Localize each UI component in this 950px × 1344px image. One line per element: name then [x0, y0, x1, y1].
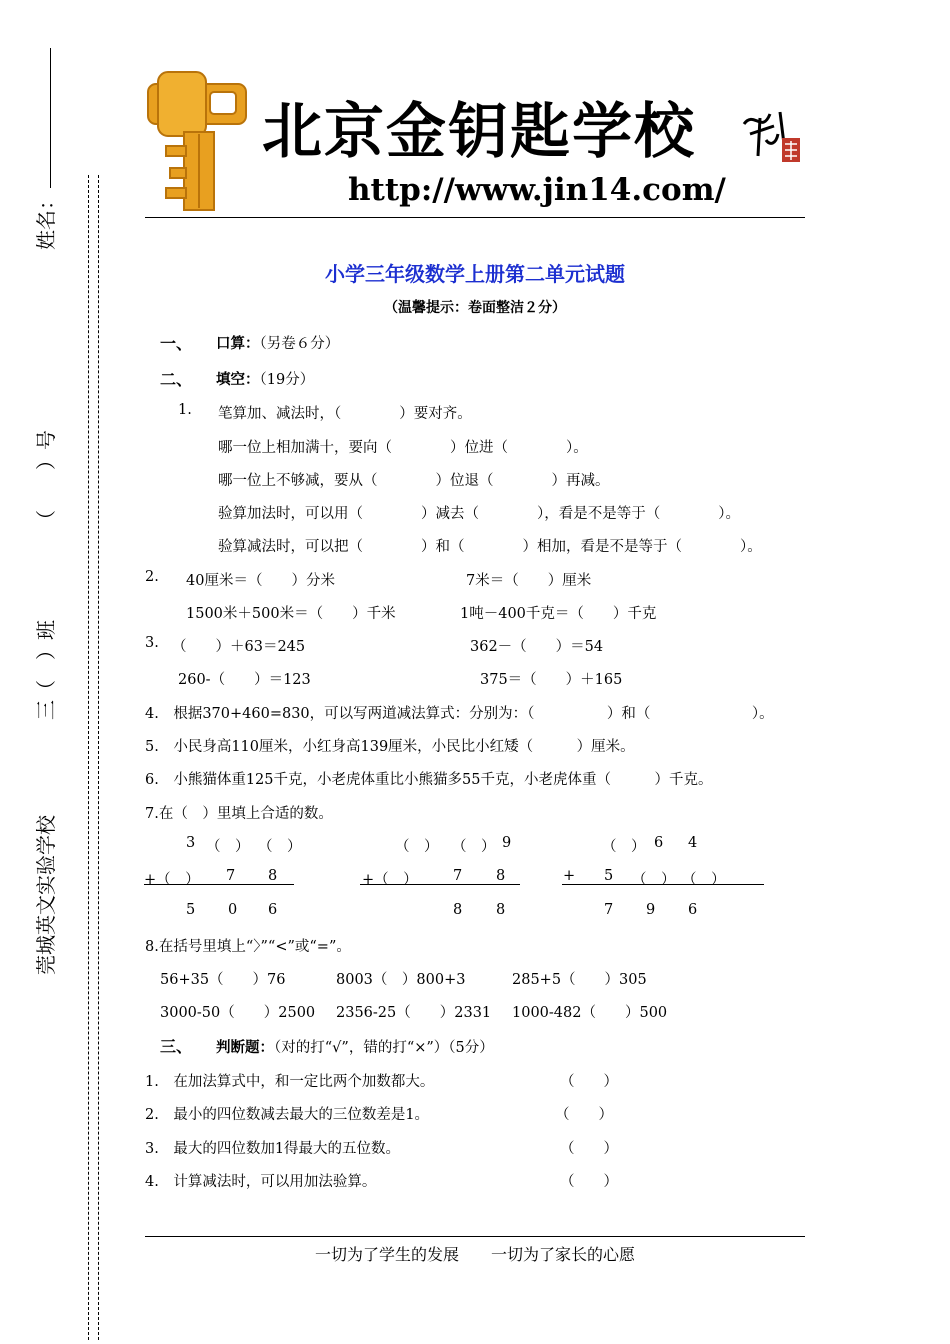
q7-3-r1-d3: 4 — [688, 835, 698, 851]
section-1-number: 一、 — [160, 334, 193, 353]
judge-4-text: 4. 计算减法时，可以用加法验算。 — [145, 1174, 377, 1190]
q7-3-r2-d1: + — [563, 868, 576, 884]
q7-3-r1-d2: 6 — [654, 835, 664, 851]
q7-3-r3-d1: 7 — [604, 902, 614, 918]
school-label: 莞城英文实验学校 — [34, 815, 58, 975]
class-label: 三（ ）班 — [34, 620, 58, 720]
judge-4-answer: （ ） — [560, 1174, 618, 1190]
judge-1-answer: （ ） — [560, 1074, 618, 1090]
q7-1-r3-d3: 6 — [268, 902, 278, 918]
q7-3-r2-d4: （ ） — [682, 872, 726, 888]
header-rule — [145, 217, 805, 218]
key-icon — [144, 68, 254, 214]
q3-d: 375＝（ ）＋165 — [480, 672, 623, 688]
q8-r1-a: 56+35（ ）76 — [160, 972, 286, 988]
name-write-line — [50, 48, 51, 188]
section-3-number: 三、 — [160, 1037, 193, 1056]
q7-3-r3-d3: 6 — [688, 902, 698, 918]
q2-number: 2. — [145, 569, 159, 585]
q7-1-r2-d2: 7 — [226, 868, 236, 884]
school-logo-text: 北京金钥匙学校 — [262, 97, 696, 167]
q7-3-underline — [562, 884, 764, 885]
name-label: 姓名： — [34, 190, 58, 250]
q4: 4. 根据370+460=830，可以写两道减法算式：分别为：（ ）和（ ）。 — [145, 706, 774, 722]
q1-line-3: 哪一位上不够减，要从（ ）位退（ ）再减。 — [218, 473, 610, 489]
q8-r1-b: 8003（ ）800+3 — [336, 972, 466, 988]
footer-rule — [145, 1236, 805, 1237]
q7-1-r1-d3: （ ） — [258, 839, 302, 855]
q8-r2-a: 3000-50（ ）2500 — [160, 1005, 316, 1021]
q8-title: 8.在括号里填上“〉”“<”或“=”。 — [145, 939, 351, 955]
section-2-heading: 填空：（19分） — [216, 372, 315, 388]
q7-title: 7.在（ ）里填上合适的数。 — [145, 806, 333, 822]
signature-seal — [740, 104, 804, 166]
q7-2-r2-d1: +（ ） — [362, 872, 418, 888]
q7-1-r3-d1: 5 — [186, 902, 196, 918]
q3-b: 362－（ ）＝54 — [470, 639, 604, 655]
q7-1-r3-d2: 0 — [228, 902, 238, 918]
q3-a: （ ）＋63＝245 — [172, 639, 306, 655]
cut-line-right — [98, 175, 99, 1340]
q1-number: 1. — [178, 402, 192, 418]
q7-2-r3-d2: 8 — [496, 902, 506, 918]
cut-line-left — [88, 175, 89, 1340]
section-2-number: 二、 — [160, 370, 193, 389]
q1-line-4: 验算加法时，可以用（ ）减去（ ），看是不是等于（ ）。 — [218, 506, 740, 522]
q1-line-2: 哪一位上相加满十，要向（ ）位进（ ）。 — [218, 440, 588, 456]
q8-r2-b: 2356-25（ ）2331 — [336, 1005, 492, 1021]
q2-c: 1500米＋500米＝（ ）千米 — [186, 606, 396, 622]
q3-number: 3. — [145, 635, 159, 651]
q7-1-r2-d1: +（ ） — [144, 872, 200, 888]
q2-a: 40厘米＝（ ）分米 — [186, 573, 335, 589]
judge-3-text: 3. 最大的四位数加1得最大的五位数。 — [145, 1141, 401, 1157]
q7-3-r1-d1: （ ） — [602, 839, 646, 855]
exam-subtitle: （温馨提示：卷面整洁２分） — [384, 300, 566, 316]
exam-title: 小学三年级数学上册第二单元试题 — [325, 262, 625, 286]
judge-2-text: 2. 最小的四位数减去最大的三位数差是1。 — [145, 1107, 430, 1123]
q7-2-r1-d3: 9 — [502, 835, 512, 851]
q7-2-r2-d2: 7 — [453, 868, 463, 884]
footer-motto: 一切为了学生的发展 一切为了家长的心愿 — [314, 1245, 635, 1264]
q7-1-underline — [144, 884, 294, 885]
q7-2-r3-d1: 8 — [453, 902, 463, 918]
q6: 6. 小熊猫体重125千克，小老虎体重比小熊猫多55千克，小老虎体重（ ）千克。 — [145, 772, 713, 788]
q8-r2-c: 1000-482（ ）500 — [512, 1005, 668, 1021]
number-label: （ ）号 — [34, 430, 58, 530]
section-3-heading: 判断题：（对的打“√”，错的打“×”）（5分） — [216, 1040, 494, 1056]
q7-3-r2-d2: 5 — [604, 868, 614, 884]
judge-1-text: 1. 在加法算式中，和一定比两个加数都大。 — [145, 1074, 435, 1090]
section-1-heading: 口算：（另卷６分） — [216, 336, 340, 352]
q1-line-1: 笔算加、减法时，（ ）要对齐。 — [218, 406, 472, 422]
q7-3-r3-d2: 9 — [646, 902, 656, 918]
q7-3-r2-d3: （ ） — [632, 872, 676, 888]
q7-2-r1-d1: （ ） — [395, 839, 439, 855]
q2-b: 7米＝（ ）厘米 — [466, 573, 592, 589]
q5: 5. 小民身高110厘米，小红身高139厘米，小民比小红矮（ ）厘米。 — [145, 739, 635, 755]
q8-r1-c: 285+5（ ）305 — [512, 972, 647, 988]
q7-1-r2-d3: 8 — [268, 868, 278, 884]
q7-1-r1-d1: 3 — [186, 835, 196, 851]
judge-3-answer: （ ） — [560, 1141, 618, 1157]
q3-c: 260-（ ）＝123 — [178, 672, 311, 688]
judge-2-answer: （ ） — [555, 1107, 613, 1123]
q2-d: 1吨－400千克＝（ ）千克 — [460, 606, 657, 622]
q7-2-r2-d3: 8 — [496, 868, 506, 884]
q7-2-r1-d2: （ ） — [452, 839, 496, 855]
school-url[interactable]: http://www.jin14.com/ — [348, 172, 726, 208]
q1-line-5: 验算减法时，可以把（ ）和（ ）相加，看是不是等于（ ）。 — [218, 539, 762, 555]
q7-2-underline — [360, 884, 520, 885]
q7-1-r1-d2: （ ） — [206, 839, 250, 855]
